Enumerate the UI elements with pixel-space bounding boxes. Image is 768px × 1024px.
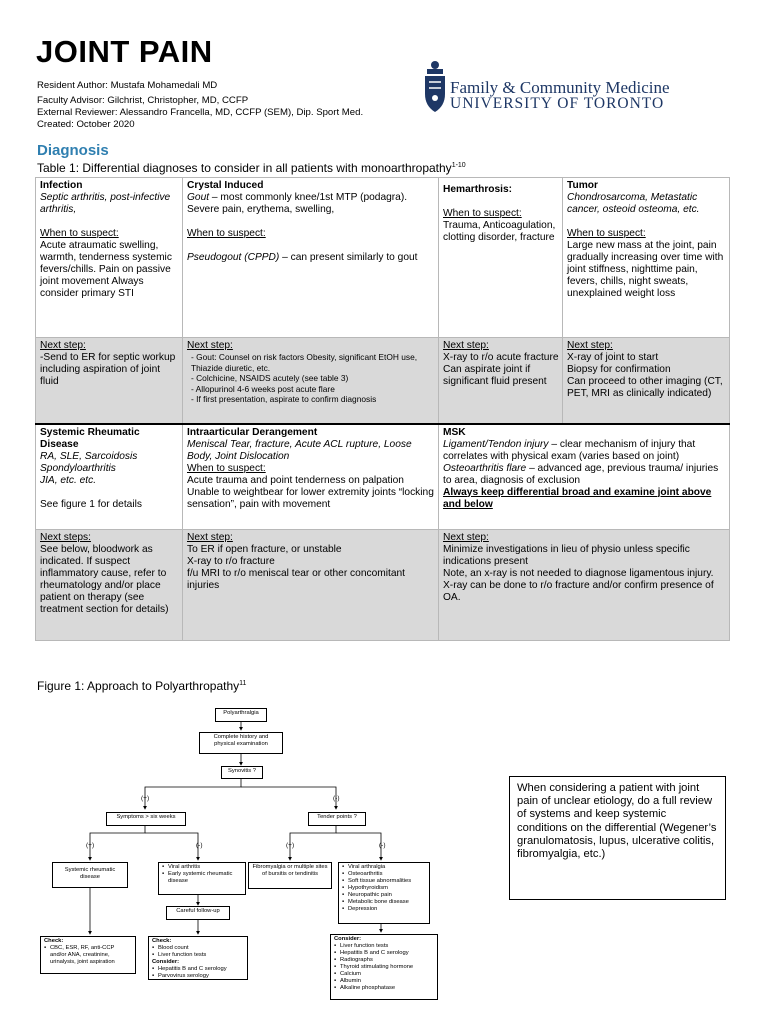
crystal-when: When to suspect: (187, 228, 266, 239)
infection-title: Infection (40, 180, 83, 191)
figure-caption-text: Figure 1: Approach to Polyarthropathy (37, 679, 240, 693)
node-polyarthralgia: Polyarthralgia (215, 708, 267, 722)
infection-next: -Send to ER for septic workup including aspiration of joint fluid (40, 352, 176, 387)
list-item: ▪ Hepatitis B and C serology (334, 950, 434, 957)
rheum-next-heading: Next steps: (40, 532, 91, 543)
logo-line-2: UNIVERSITY OF TORONTO (450, 95, 665, 112)
differential-table (35, 177, 730, 641)
logo-line-1: Family & Community Medicine (450, 78, 670, 97)
cell-tumor-next (563, 338, 730, 424)
cell-hemarthrosis (439, 178, 563, 338)
infection-next-heading: Next step: (40, 340, 86, 351)
uoft-dfcm-logo (422, 58, 682, 116)
list-item: ▪ Viral arthralgia (342, 864, 426, 871)
list-item: ▪ Early systemic rheumatic disease (162, 871, 242, 885)
side-note-box: When considering a patient with joint pain of unclear etiology, do a full review of systems and keep systemic conditions on the differential (Wegener’s granulomatosis, lupus, ulcerative colitis, fibromyalgia, etc.) (509, 776, 726, 900)
tumor-sub: Chondrosarcoma, Metastatic cancer, osteoid osteoma, etc. (567, 192, 700, 215)
tumor-next-2: Biopsy for confirmation (567, 364, 671, 375)
tumor-when: When to suspect: (567, 228, 646, 239)
faculty-advisor: Faculty Advisor: Gilchrist, Christopher, MD, CCFP (37, 95, 249, 106)
label-synovitis-plus: (+) (141, 795, 150, 802)
derangement-when: When to suspect: (187, 462, 266, 474)
checks-left-heading: Check: (44, 938, 64, 944)
table-row (36, 178, 730, 338)
msk-next-2: Note, an x-ray is not needed to diagnose ligamentous injury. (443, 568, 714, 579)
table-caption-text: Table 1: Differential diagnoses to consider in all patients with monoarthropathy (37, 161, 452, 175)
msk-warning: Always keep differential broad and examine joint above and below (443, 486, 712, 510)
table-row (36, 530, 730, 641)
derangement-next-1: To ER if open fracture, or unstable (187, 544, 342, 555)
figure-caption (37, 679, 246, 693)
hemarthrosis-next: X-ray to r/o acute fracture Can aspirate joint if significant fluid present (443, 352, 559, 387)
node-right-list (338, 862, 430, 924)
table-row (36, 338, 730, 424)
cell-crystal-next (183, 338, 439, 424)
hemarthrosis-when: When to suspect: (443, 208, 522, 219)
msk-lig-text: – clear mechanism of injury that correlates with physical exam (varies based on joint) (443, 438, 696, 462)
msk-lig (443, 439, 726, 463)
crest-icon (422, 58, 448, 116)
label-synovitis-minus: (-) (333, 795, 340, 802)
node-tender-points: Tender points ? (308, 812, 366, 826)
external-reviewer: External Reviewer: Alessandro Francella, MD, CCFP (SEM), Dip. Sport Med. (37, 107, 364, 118)
list-item: ▪ CBC, ESR, RF, anti-CCP and/or ANA, creatinine, urinalysis, joint aspiration (44, 945, 132, 966)
rheum-sub-3: JIA, etc. etc. (40, 474, 97, 486)
cell-rheum-next (36, 530, 183, 641)
crystal-gout-label: Gout (187, 192, 210, 203)
list-item: ▪ Metabolic bone disease (342, 899, 426, 906)
list-item: ▪ Liver function tests (152, 952, 244, 959)
label-symptoms-plus: (+) (86, 842, 95, 849)
msk-next-3: X-ray can be done to r/o fracture and/or confirm presence of OA. (443, 580, 714, 603)
consider-right-heading: Consider: (334, 936, 362, 942)
cell-msk (439, 424, 730, 530)
list-item: ▪ Calcium (334, 971, 434, 978)
node-careful-follow-up: Careful follow-up (166, 906, 230, 920)
tumor-next-1: X-ray of joint to start (567, 352, 659, 363)
table-caption (37, 161, 466, 175)
list-item: ▪ Hypothyroidism (342, 885, 426, 892)
msk-oa-text: – advanced age, previous trauma/ injuries to area, diagnosis of exclusion (443, 462, 719, 486)
derangement-next-heading: Next step: (187, 532, 233, 543)
list-item: ▪ Hepatitis B and C serology (152, 966, 244, 973)
figure-caption-ref: 11 (239, 680, 247, 687)
list-item: ▪ Liver function tests (334, 943, 434, 950)
cell-msk-next (439, 530, 730, 641)
list-item: ▪ Viral arthritis (162, 864, 242, 871)
msk-title: MSK (443, 426, 466, 438)
msk-next-heading: Next step: (443, 532, 489, 543)
node-systemic-rheumatic: Systemic rheumatic disease (52, 862, 128, 888)
cell-infection (36, 178, 183, 338)
infection-when: When to suspect: (40, 228, 119, 239)
infection-body: Acute atraumatic swelling, warmth, tenderness systemic fevers/chills. Pain on passive joint movement Always consider primary STI (40, 240, 172, 299)
crystal-pseudo-label: Pseudogout (CPPD) (187, 252, 280, 263)
node-symptoms-six-weeks: Symptoms > six weeks (106, 812, 186, 826)
consider-mid-heading: Consider: (152, 959, 180, 965)
label-symptoms-minus: (-) (196, 842, 203, 849)
node-checks-left (40, 936, 136, 974)
rheum-sub-1: RA, SLE, Sarcoidosis (40, 450, 138, 462)
table-caption-ref: 1-10 (451, 162, 466, 169)
rheum-sub-2: Spondyloarthritis (40, 462, 116, 474)
list-item: ▪ Osteoarthritis (342, 871, 426, 878)
derangement-sub: Meniscal Tear, fracture, Acute ACL rupture, Loose Body, Joint Dislocation (187, 438, 412, 462)
hemarthrosis-next-heading: Next step: (443, 340, 489, 351)
cell-tumor (563, 178, 730, 338)
cell-rheum (36, 424, 183, 530)
cell-derangement (183, 424, 439, 530)
cell-infection-next (36, 338, 183, 424)
node-viral-arthritis (158, 862, 246, 895)
tumor-next-3: Can proceed to other imaging (CT, PET, MRI as clinically indicated) (567, 376, 723, 399)
list-item: ▪ Alkaline phosphatase (334, 985, 434, 992)
hemarthrosis-body: Trauma, Anticoagulation, clotting disorder, fracture (443, 220, 556, 243)
derangement-next-3: f/u MRI to r/o meniscal tear or other concomitant injuries (187, 568, 405, 591)
list-item: ▪ Parvovirus serology (152, 973, 244, 980)
crystal-pseudo (187, 252, 435, 264)
list-item: ▪ Depression (342, 906, 426, 913)
node-synovitis: Synovitis ? (221, 766, 263, 779)
crystal-next-1: - Gout: Counsel on risk factors Obesity, significant EtOH use, Thiazide diuretic, etc. (191, 352, 418, 373)
list-item: ▪ Blood count (152, 945, 244, 952)
table-row (36, 424, 730, 530)
rheum-see: See figure 1 for details (40, 498, 142, 510)
rheum-next: See below, bloodwork as indicated. If suspect inflammatory cause, refer to rheumatology and/or place patient on therapy (see treatment section for details) (40, 544, 169, 615)
crystal-next-3: - Allopurinol 4-6 weeks post acute flare (191, 383, 335, 394)
msk-lig-label: Ligament/Tendon injury (443, 438, 549, 450)
tumor-title: Tumor (567, 180, 598, 191)
cell-crystal (183, 178, 439, 338)
checks-mid-heading: Check: (152, 938, 172, 944)
tumor-body: Large new mass at the joint, pain gradually increasing over time with joint stiffness, nighttime pain, fevers, chills, night sweats, unexplained weight loss (567, 240, 724, 299)
resident-author: Resident Author: Mustafa Mohamedali MD (37, 80, 218, 91)
node-history: Complete history and physical examination (199, 732, 283, 754)
msk-next-1: Minimize investigations in lieu of physio unless specific indications present (443, 544, 690, 567)
created-date: Created: October 2020 (37, 119, 135, 130)
list-item: ▪ Radiographs (334, 957, 434, 964)
diagnosis-heading: Diagnosis (37, 142, 109, 159)
msk-oa (443, 463, 726, 487)
label-tender-minus: (-) (379, 842, 386, 849)
hemarthrosis-title: Hemarthrosis: (443, 184, 513, 195)
crystal-gout (187, 192, 435, 216)
node-consider-right (330, 934, 438, 1000)
list-item: ▪ Neuropathic pain (342, 892, 426, 899)
list-item: ▪ Albumin (334, 978, 434, 985)
crystal-pseudo-text: – can present similarly to gout (279, 252, 418, 263)
crystal-title: Crystal Induced (187, 180, 264, 191)
node-fibromyalgia: Fibromyalgia or multiple sites of bursitis or tendinitis (248, 862, 332, 889)
list-item: ▪ Thyroid stimulating hormone (334, 964, 434, 971)
cell-hemarthrosis-next (439, 338, 563, 424)
infection-sub: Septic arthritis, post-infective arthritis, (40, 192, 171, 215)
crystal-next-4: - If first presentation, aspirate to confirm diagnosis (191, 394, 377, 405)
derangement-next-2: X-ray to r/o fracture (187, 556, 275, 567)
crystal-gout-text: – most commonly knee/1st MTP (podagra). Severe pain, erythema, swelling, (187, 192, 408, 215)
msk-oa-label: Osteoarthritis flare (443, 462, 527, 474)
tumor-next-heading: Next step: (567, 340, 613, 351)
rheum-title: Systemic Rheumatic Disease (40, 426, 140, 450)
page-title: JOINT PAIN (36, 34, 213, 69)
node-checks-mid (148, 936, 248, 980)
list-item: ▪ Soft tissue abnormalities (342, 878, 426, 885)
cell-derangement-next (183, 530, 439, 641)
polyarthropathy-flowchart (38, 702, 458, 1020)
derangement-title: Intraarticular Derangement (187, 426, 318, 438)
crystal-next-heading: Next step: (187, 340, 233, 351)
crystal-next-2: - Colchicine, NSAIDS acutely (see table 3) (191, 373, 349, 384)
derangement-body: Acute trauma and point tenderness on palpation Unable to weightbear for lower extremity joints “locking sensation”, pain with movement (187, 474, 434, 510)
label-tender-plus: (+) (286, 842, 295, 849)
